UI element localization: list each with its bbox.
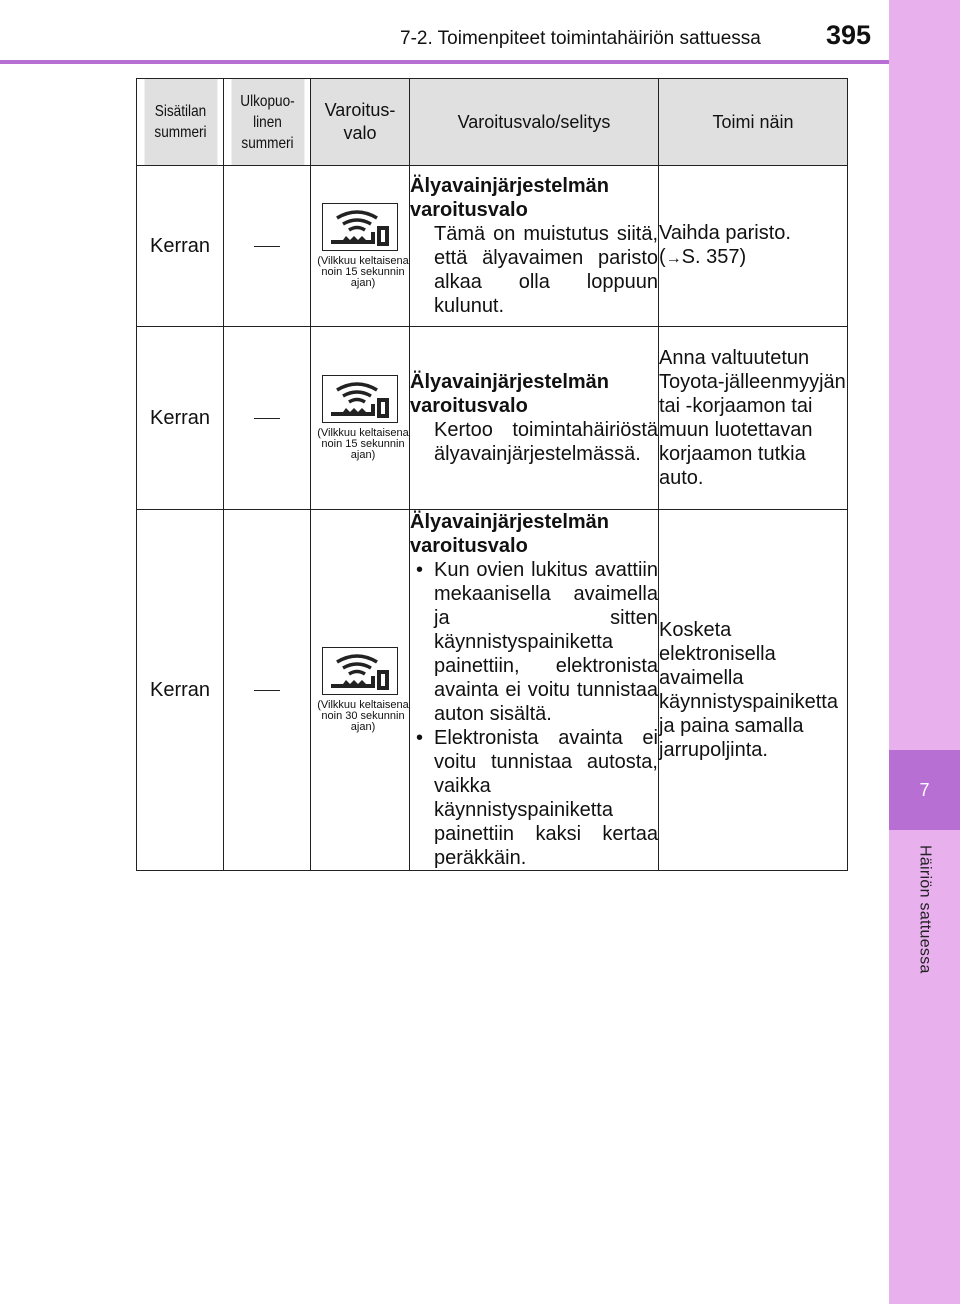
chapter-number-box[interactable] — [889, 750, 960, 830]
col-header-description: Varoitusvalo/selitys — [410, 79, 659, 166]
table-header-row — [137, 79, 848, 166]
exterior-buzzer-cell — [224, 327, 311, 510]
action-cell — [659, 510, 848, 871]
action-text: Vaihda paristo. — [659, 222, 791, 244]
action-cell — [659, 327, 848, 510]
warning-light-cell — [311, 327, 410, 510]
exterior-buzzer-cell — [224, 510, 311, 871]
chapter-title-tab[interactable] — [889, 845, 960, 1005]
lamp-note: (Vilkkuu keltaisena noin 30 sekunnin ajan) — [317, 699, 409, 733]
table-row — [137, 510, 848, 871]
interior-buzzer-cell: Kerran — [137, 510, 224, 871]
table-row — [137, 166, 848, 327]
description-cell — [410, 327, 659, 510]
warning-table — [136, 78, 848, 871]
description-body: Kertoo toimintahäiriöstä älyavainjärjestelmässä. — [434, 419, 658, 465]
section-title: 7-2. Toimenpiteet toimintahäiriön sattuessa — [400, 28, 761, 49]
interior-buzzer-cell: Kerran — [137, 327, 224, 510]
action-text: Anna valtuutetun Toyota-jälleenmyyjän tai -korjaamon tai muun luotettavan korjaamon tutkia auto. — [659, 347, 846, 489]
exterior-buzzer-cell — [224, 166, 311, 327]
lamp-note: (Vilkkuu keltaisena noin 15 sekunnin ajan) — [317, 427, 409, 461]
warning-light-cell — [311, 166, 410, 327]
dash-icon — [254, 246, 280, 247]
col-header-action: Toimi näin — [659, 79, 848, 166]
description-title: Älyavainjärjestelmän varoitusvalo — [410, 511, 609, 557]
list-item: • Kun ovien lukitus avattiin mekaanisella avaimella ja sitten käynnistyspainiketta painettiin, elektronista avainta ei voitu tunnistaa auton sisältä. — [410, 558, 658, 726]
page-reference-text: S. 357 — [681, 246, 740, 268]
col-header-exterior-buzzer: Ulkopuo- linen summeri — [230, 79, 304, 166]
action-text: Kosketa elektronisella avaimella käynnistyspainiketta ja paina samalla jarrupoljinta. — [659, 619, 838, 761]
description-cell — [410, 510, 659, 871]
dash-icon — [254, 690, 280, 691]
description-title: Älyavainjärjestelmän varoitusvalo — [410, 371, 609, 417]
table-row — [137, 327, 848, 510]
chapter-number: 7 — [919, 779, 930, 800]
page-reference[interactable]: (→S. 357) — [659, 246, 747, 268]
arrow-right-icon: → — [665, 250, 682, 267]
action-cell — [659, 166, 848, 327]
col-header-warning-light: Varoitus- valo — [311, 79, 410, 166]
list-item: • Elektronista avainta ei voitu tunnistaa autosta, vaikka käynnistyspainiketta painettiin kaksi kertaa peräkkäin. — [410, 726, 658, 870]
chapter-title: Häiriön sattuessa — [916, 845, 934, 974]
header-rule — [0, 60, 889, 64]
side-tab-strip — [889, 0, 960, 1304]
description-body: Tämä on muistutus siitä, että älyavaimen paristo alkaa olla loppuun kulunut. — [434, 223, 658, 317]
page-number: 395 — [826, 20, 872, 50]
smart-key-warning-icon — [322, 375, 398, 423]
lamp-note: (Vilkkuu keltaisena noin 15 sekunnin ajan) — [317, 255, 409, 289]
description-bullets — [410, 558, 658, 870]
interior-buzzer-cell: Kerran — [137, 166, 224, 327]
col-header-interior-buzzer: Sisätilan summeri — [143, 79, 217, 166]
smart-key-warning-icon — [322, 647, 398, 695]
warning-light-cell — [311, 510, 410, 871]
description-title: Älyavainjärjestelmän varoitusvalo — [410, 175, 609, 221]
smart-key-warning-icon — [322, 203, 398, 251]
description-cell — [410, 166, 659, 327]
dash-icon — [254, 418, 280, 419]
